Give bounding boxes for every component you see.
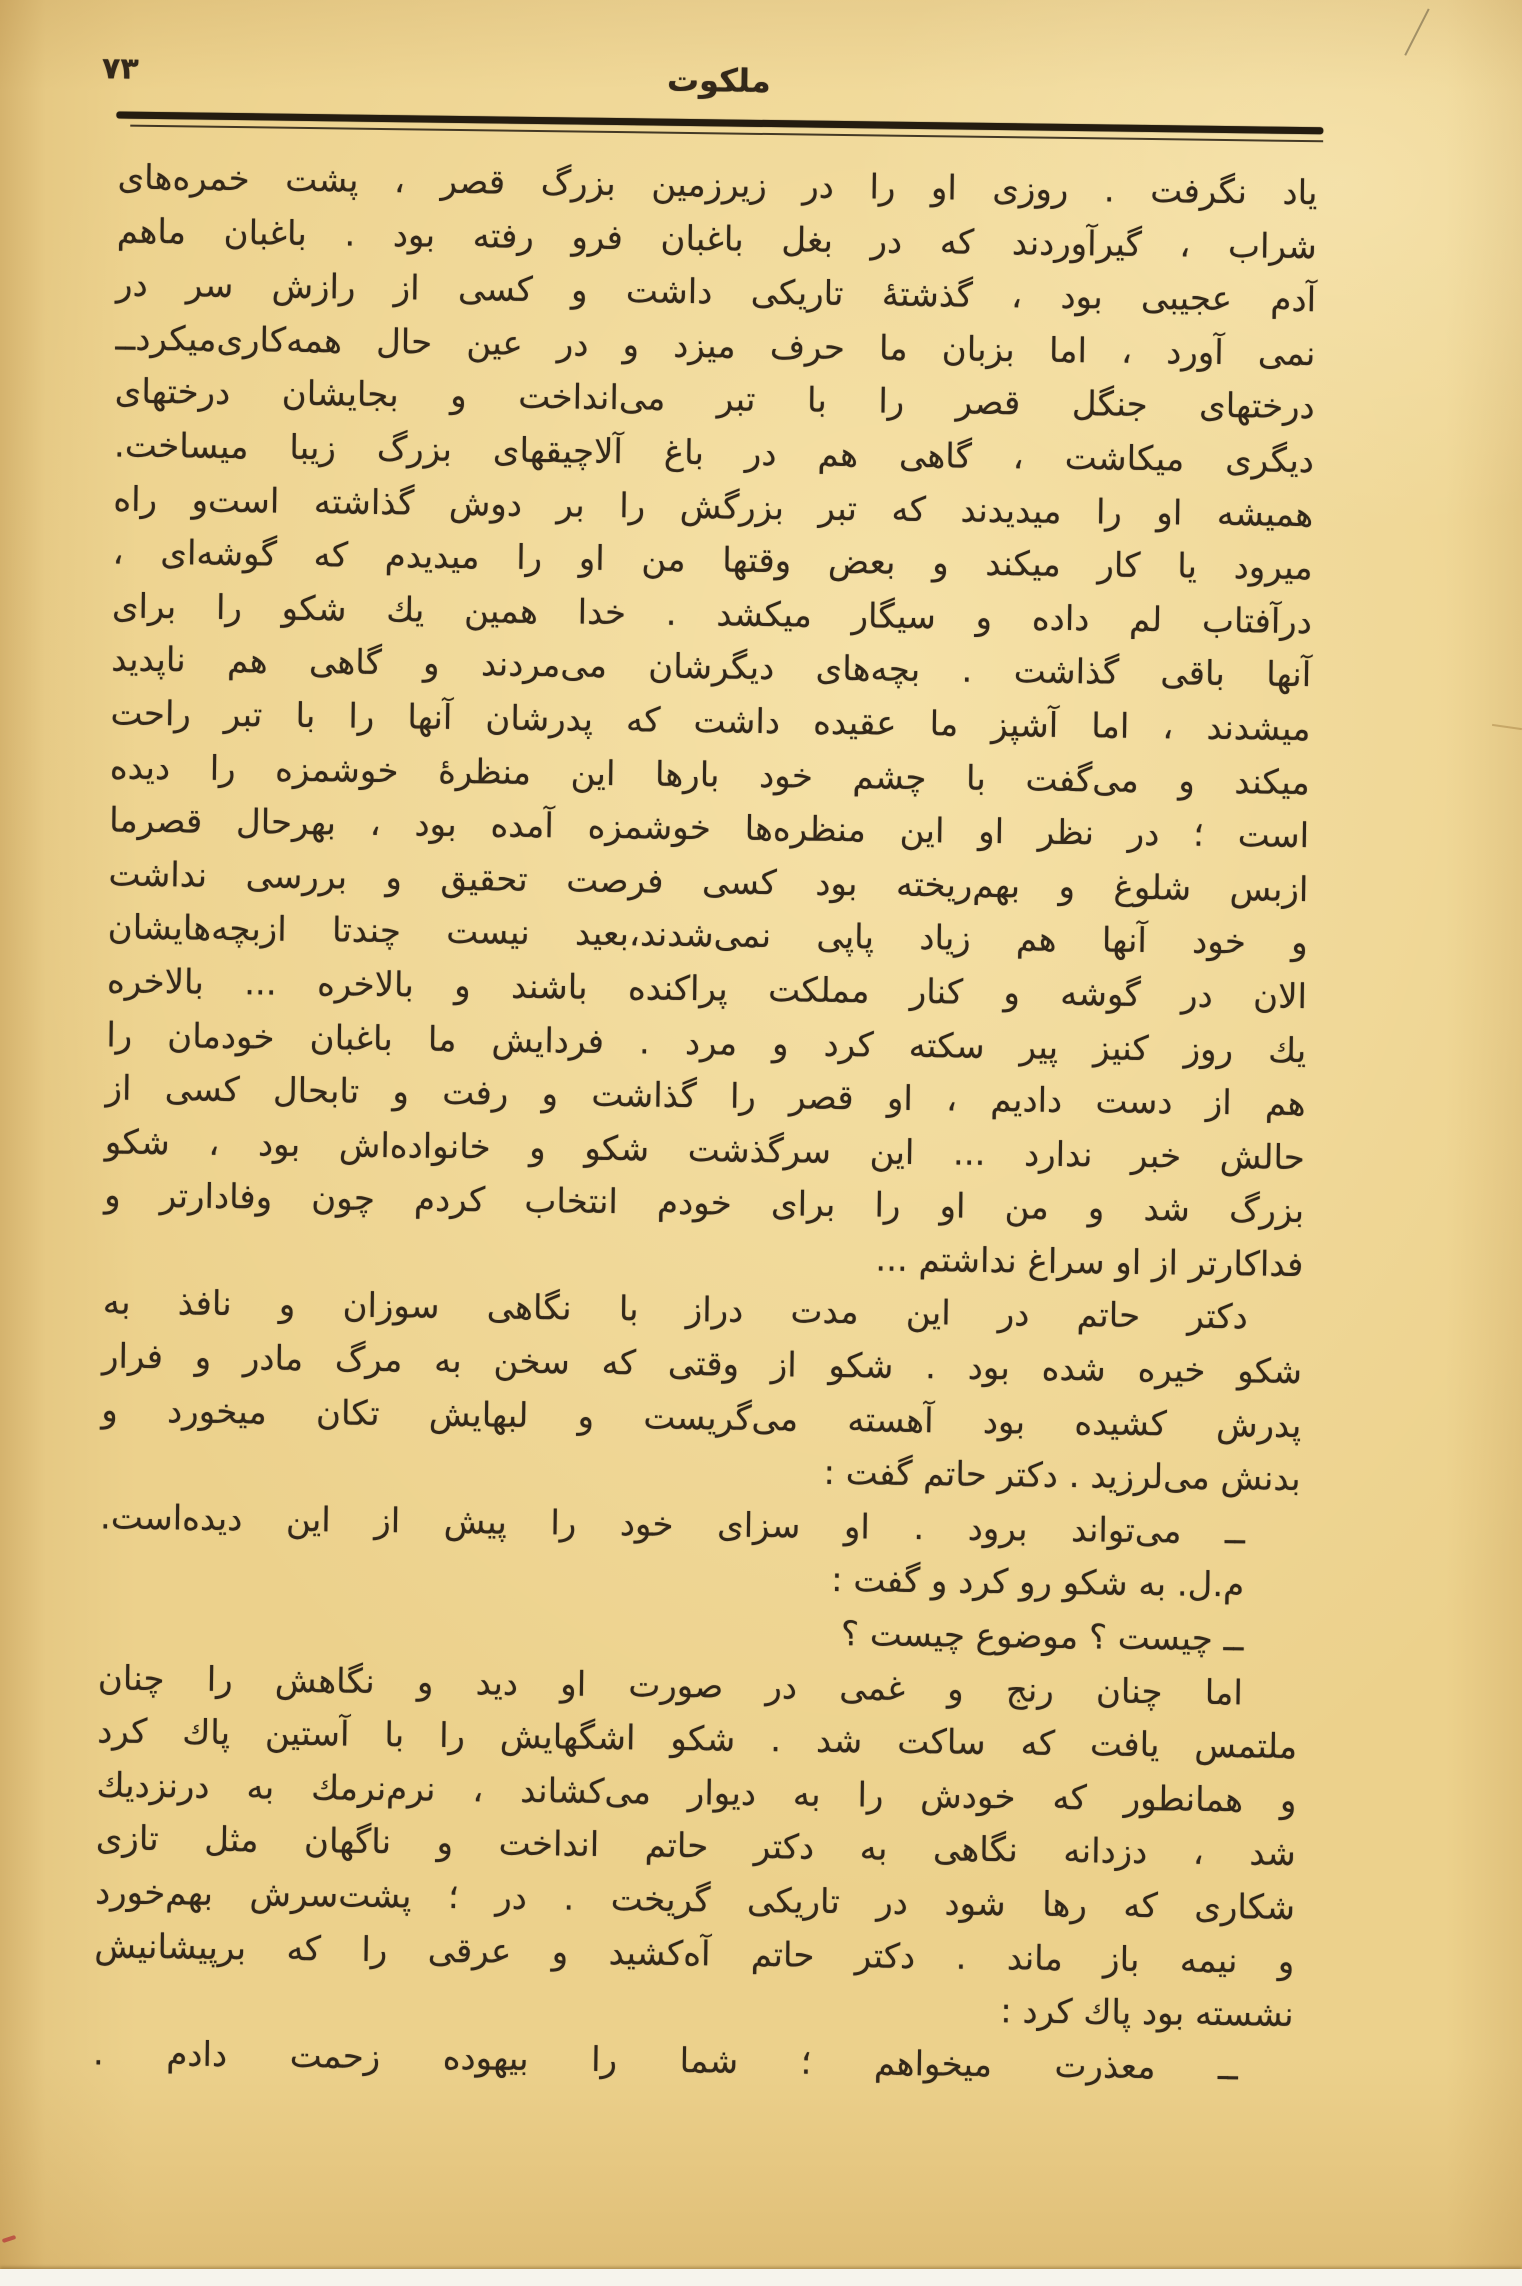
text-line: شکاری که رها شود در تاریکی گریخت . در ؛ پشت‌سرش بهم‌خورد <box>94 1872 1296 1929</box>
text-line: و خود آنها هم زیاد پاپی نمی‌شدند،بعید نیست چندتا ازبچه‌هایشان <box>107 907 1308 964</box>
text-line: میکند و می‌گفت با چشم خود بارها این منظرهٔ خوشمزه را دیده <box>109 746 1311 803</box>
text-line: فداکارتر از او سراغ نداشتم ... <box>875 1239 1304 1285</box>
text-line: الان در گوشه و کنار مملکت پراکنده باشند و بالاخره ... بالاخره <box>106 961 1308 1018</box>
text-line: است ؛ در نظر او این منظره‌ها خوشمزه آمده بود ، بهرحال قصرما <box>108 800 1310 857</box>
text-line: حالش خبر ندارد ... این سرگذشت شکو و خانواده‌اش بود ، شکو <box>104 1122 1306 1178</box>
text-line: ــ چیست ؟ موضوع چیست ؟ <box>840 1614 1244 1660</box>
text-line: شکو خیره شده بود . شکو از وقتی که سخن به مرگ مادر و فرار <box>101 1336 1303 1393</box>
text-line: بدنش می‌لرزید . دکتر حاتم گفت : <box>823 1453 1301 1500</box>
text-line: و نیمه باز ماند . دکتر حاتم آه‌کشید و عرقی را که برپیشانیش <box>94 1925 1295 1982</box>
text-line: درآفتاب لم داده و سیگار میکشد . خدا همین یك شكو را برای <box>111 586 1313 642</box>
text-line: میشدند ، اما آشپز ما عقیده داشت که پدرشان آنها را با تبر راحت <box>110 693 1311 750</box>
scanner-edge-strip <box>0 2269 1522 2286</box>
text-line: ملتمس یافت که ساکت شد . شکو اشگهایش را با آستین پاك کرد <box>96 1711 1298 1768</box>
text-line: یك روز کنیز پیر سکته کرد و مرد . فردایش ما باغبان خودمان را <box>106 1014 1307 1071</box>
text-line: دیگری میکاشت ، گاهی هم در باغ آلاچیقهای بزرگ زیبا میساخت. <box>113 425 1315 482</box>
text-line: شد ، دزدانه نگاهی به دکتر حاتم انداخت و ناگهان مثل تازی <box>95 1818 1296 1875</box>
text-line: نشسته بود پاك کرد : <box>999 1991 1294 2036</box>
text-line: درختهای جنگل قصر را با تبر می‌انداخت و بجایشان درختهای <box>114 371 1315 428</box>
text-line: دکتر حاتم در این مدت دراز با نگاهی سوزان و نافذ به <box>102 1282 1249 1338</box>
text-line: پدرش کشیده بود آهسته می‌گریست و لبهایش تکان میخورد و <box>101 1390 1302 1446</box>
text-line: اما چنان رنج و غمی در صورت او دید و نگاهش را چنان <box>97 1657 1244 1713</box>
text-line: م.ل. به شکو رو کرد و گفت : <box>830 1560 1245 1606</box>
text-line: همیشه او را میدیدند که تبر بزرگش را بر دوش گذاشته است‌و راه <box>113 479 1314 535</box>
text-line: میرود یا کار میکند و بعض وقتها من او را میدیدم که گوشه‌ای ، <box>112 532 1313 589</box>
page-number: ۷۳ <box>101 51 139 87</box>
text-line: نمی آورد ، اما بزبان ما حرف میزد و در عین حال همه‌کاری‌میکردــ <box>115 318 1316 374</box>
header-rule-thick-line <box>116 111 1323 134</box>
text-line: بزرگ شد و من او را برای خودم انتخاب کردم چون وفادارتر و <box>103 1175 1305 1232</box>
text-line: شراب ، گیرآوردند که در بغل باغبان فرو رفته بود . باغبان ماهم <box>116 211 1318 267</box>
text-line: آنها باقی گذاشت . بچه‌های دیگرشان می‌مردند و گاهی هم ناپدید <box>111 639 1312 696</box>
text-block <box>93 151 1318 2096</box>
text-line: آدم عجیبی بود ، گذشتهٔ تاریکی داشت و کسی از رازش سر در <box>115 264 1317 321</box>
text-line: ــ معذرت میخواهم ؛ شما را بیهوده زحمت دادم . <box>92 2033 1239 2089</box>
text-line: ــ می‌تواند برود . او سزای خود را پیش از این دیده‌است. <box>99 1497 1246 1553</box>
text-line: یاد نگرفت . روزی او را در زیرزمین بزرگ قصر ، پشت خمره‌های <box>117 157 1318 214</box>
page-title: ملکوت <box>666 60 771 101</box>
text-line: هم از دست دادیم ، او قصر را گذاشت و رفت و تابحال کسی از <box>105 1068 1306 1125</box>
header-rule <box>116 111 1323 142</box>
text-line: و همانطور که خودش را به دیوار می‌کشاند ، نرم‌نرمك به درنزدیك <box>96 1765 1297 1821</box>
text-line: ازبس شلوغ و بهم‌ریخته بود کسی فرصت تحقیق و بررسی نداشت <box>108 854 1309 910</box>
